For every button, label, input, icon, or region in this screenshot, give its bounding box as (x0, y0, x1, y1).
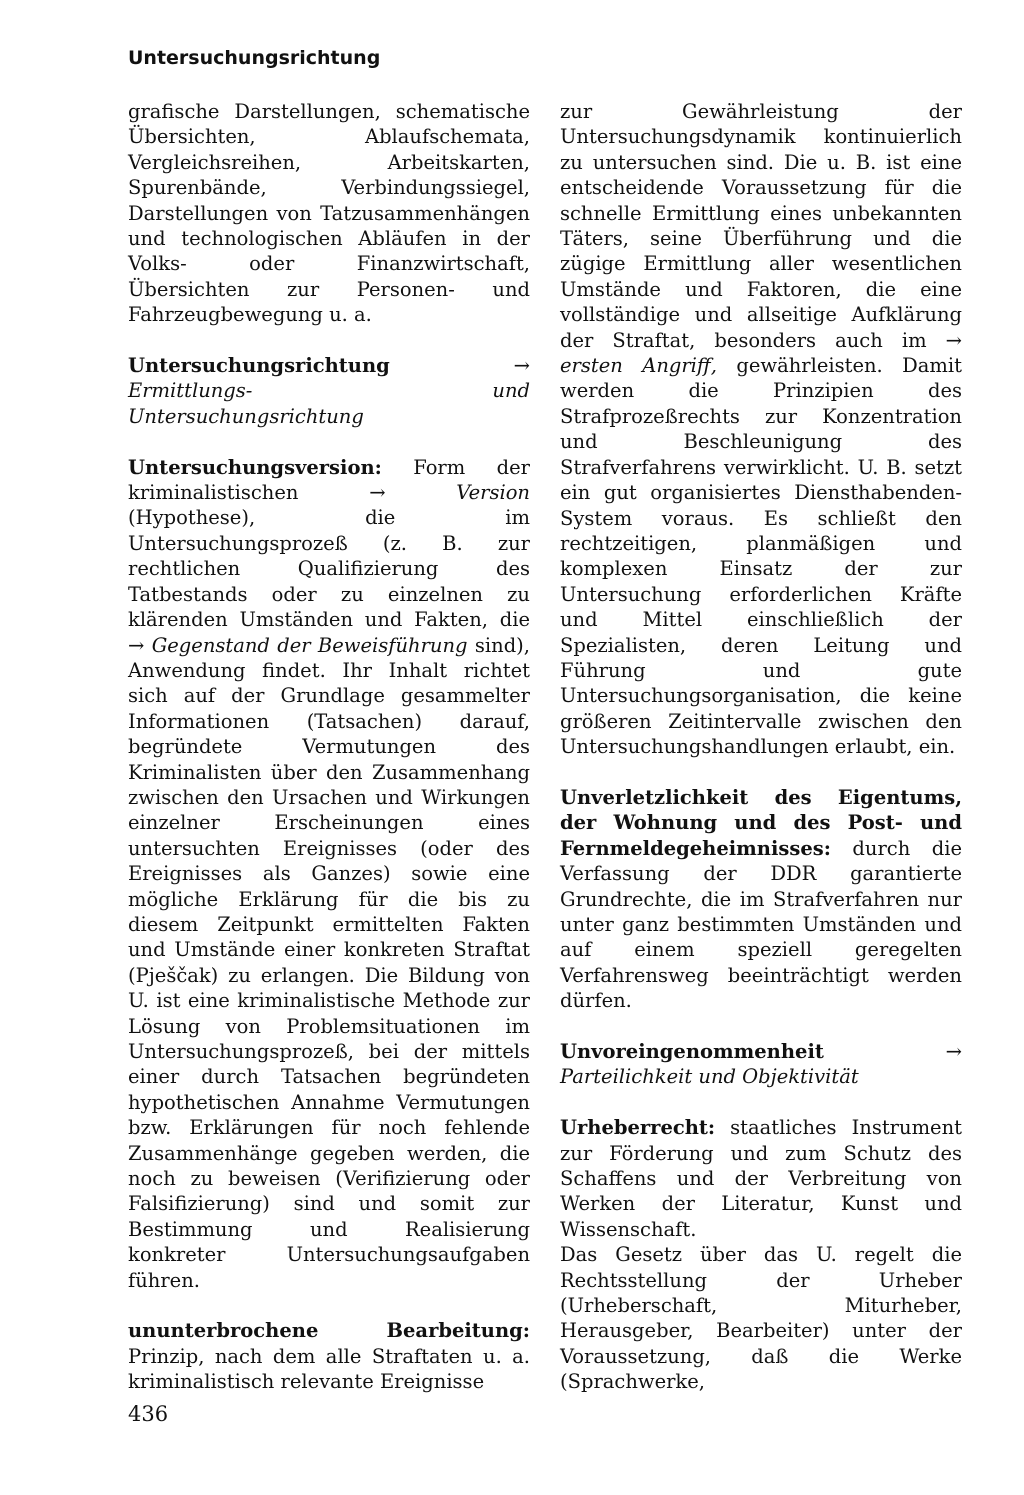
entry-text: Form der kriminalistischen (128, 455, 530, 505)
entry-text: Prinzip, nach dem alle Straftaten u. a. kriminalistisch relevante Ereignisse (128, 1344, 530, 1394)
running-head: Untersuchungsrichtung (128, 47, 381, 69)
entry-continuation-bearbeitung (560, 99, 962, 760)
entry-text: durch die Verfassung der DDR garantierte Grundrechte, die im Strafverfahren nur unter ganz bestimmten Umständen und auf einem speziell geregelten Verfahrensweg beeinträchtigt werden dürfen. (560, 836, 962, 1013)
entry-text: sind), Anwendung findet. Ihr Inhalt richtet sich auf der Grundlage gesammelter Informationen (Tatsachen) darauf, begründete Vermutungen des Kriminalisten über den Zusammenhang zwischen den Ursachen und Wirkungen einzelner Erscheinungen eines untersuchten Ereignisses (oder des Ereignisses als Ganzes) sowie eine mögliche Erklärung für die bis zu diesem Zeitpunkt ermittelten Fakten und Umstände einer konkreten Straftat (Pješčak) zu erlangen. Die Bildung von U. ist eine kriminalistische Methode zur Lösung von Problemsituationen im Untersuchungsprozeß, bei der mittels einer durch Tatsachen begründeten hypothetischen Annahme Vermutungen bzw. Erklärungen für noch fehlende Zusammenhänge gegeben werden, die noch zu beweisen (Verifizierung oder Falsifizierung) sind und somit zur Bestimmung und Realisierung konkreter Untersuchungsaufgaben führen. (128, 633, 530, 1292)
arrow-icon: → (823, 1040, 962, 1063)
entry-urheberrecht-continued (560, 1242, 962, 1394)
entry-untersuchungsrichtung (128, 353, 530, 429)
entry-text: Das Gesetz über das U. regelt die Rechtsstellung der Urheber (Urheberschaft, Miturheber, Herausgeber, Bearbeiter) unter der Voraussetzung, daß die Werke (Sprachwerke, (560, 1243, 962, 1394)
entry-text: zur Gewährleistung der Untersuchungsdynamik kontinuierlich zu untersuchen sind. Die u. B. ist eine entscheidende Voraussetzung für die schnelle Ermittlung eines unbekannten Täters, seine Überführung und die zügige Ermittlung aller wesentlichen Umstände und Faktoren, die eine vollständige und allseitige Aufklärung der Straftat, besonders auch im (560, 100, 962, 352)
page-number: 436 (128, 1402, 169, 1426)
cross-reference-link[interactable]: ersten Angriff, (560, 354, 717, 378)
entry-headword: ununterbrochene Bearbeitung: (128, 1319, 530, 1343)
entry-headword: Unverletzlichkeit des Eigentums, der Wohnung und des Post- und Fernmeldegeheimnisses: (560, 785, 962, 860)
arrow-icon: → (369, 481, 457, 505)
entry-text: staatliches Instrument zur Förderung und zum Schutz des Schaffens und der Verbreitung von Werken der Literatur, Kunst und Wissenschaft. (560, 1116, 962, 1241)
entry-continuation-grafische (128, 99, 530, 328)
arrow-icon: → (945, 328, 962, 352)
entry-headword: Urheberrecht: (560, 1116, 716, 1140)
entry-unvoreingenommenheit (560, 1039, 962, 1090)
entry-urheberrecht (560, 1115, 962, 1242)
entry-headword: Unvoreingenommenheit (560, 1040, 824, 1063)
left-column (128, 99, 530, 1395)
entry-headword: Untersuchungsrichtung (128, 354, 390, 378)
entry-untersuchungsversion (128, 455, 530, 1293)
arrow-icon: → (128, 633, 152, 657)
entry-text: gewährleisten. Damit werden die Prinzipien des Strafprozeßrechts zur Konzentration und Beschleunigung des Strafverfahrens verwirklicht. U. B. setzt ein gut organisiertes Diensthabenden-System voraus. Es schließt den rechtzeitigen, planmäßigen und komplexen Einsatz der zur Untersuchung erforderlichen Kräfte und Mittel einschließlich der Spezialisten, deren Leitung und Führung und gute Untersuchungsorganisation, die keine größeren Zeitintervalle zwischen den Untersuchungshandlungen erlaubt, ein. (560, 354, 962, 759)
entry-text: grafische Darstellungen, schematische Übersichten, Ablaufschemata, Vergleichsreihen, Arbeitskarten, Spurenbände, Verbindungssiegel, Darstellungen von Tatzusammenhängen und technologischen Abläufen in der Volks- oder Finanzwirtschaft, Übersichten zur Personen- und Fahrzeugbewegung u. a. (128, 100, 530, 327)
cross-reference-link[interactable]: Parteilichkeit und Objektivität (560, 1065, 859, 1089)
right-column (560, 99, 962, 1395)
arrow-icon: → (389, 354, 530, 378)
entry-text: (Hypothese), die im Untersuchungsprozeß (z. B. zur rechtlichen Qualifizierung des Tatbestands oder zu einzelnen zu klärenden Umständen und Fakten, die (128, 506, 530, 632)
entry-unverletzlichkeit (560, 785, 962, 1014)
cross-reference-link[interactable]: Gegenstand der Beweisführung (151, 633, 468, 657)
entry-ununterbrochene-bearbeitung (128, 1318, 530, 1394)
cross-reference-link[interactable]: Version (456, 481, 530, 505)
entry-headword: Untersuchungsversion: (128, 455, 382, 479)
cross-reference-link[interactable]: Ermittlungs- und Untersuchungsrichtung (128, 379, 530, 428)
